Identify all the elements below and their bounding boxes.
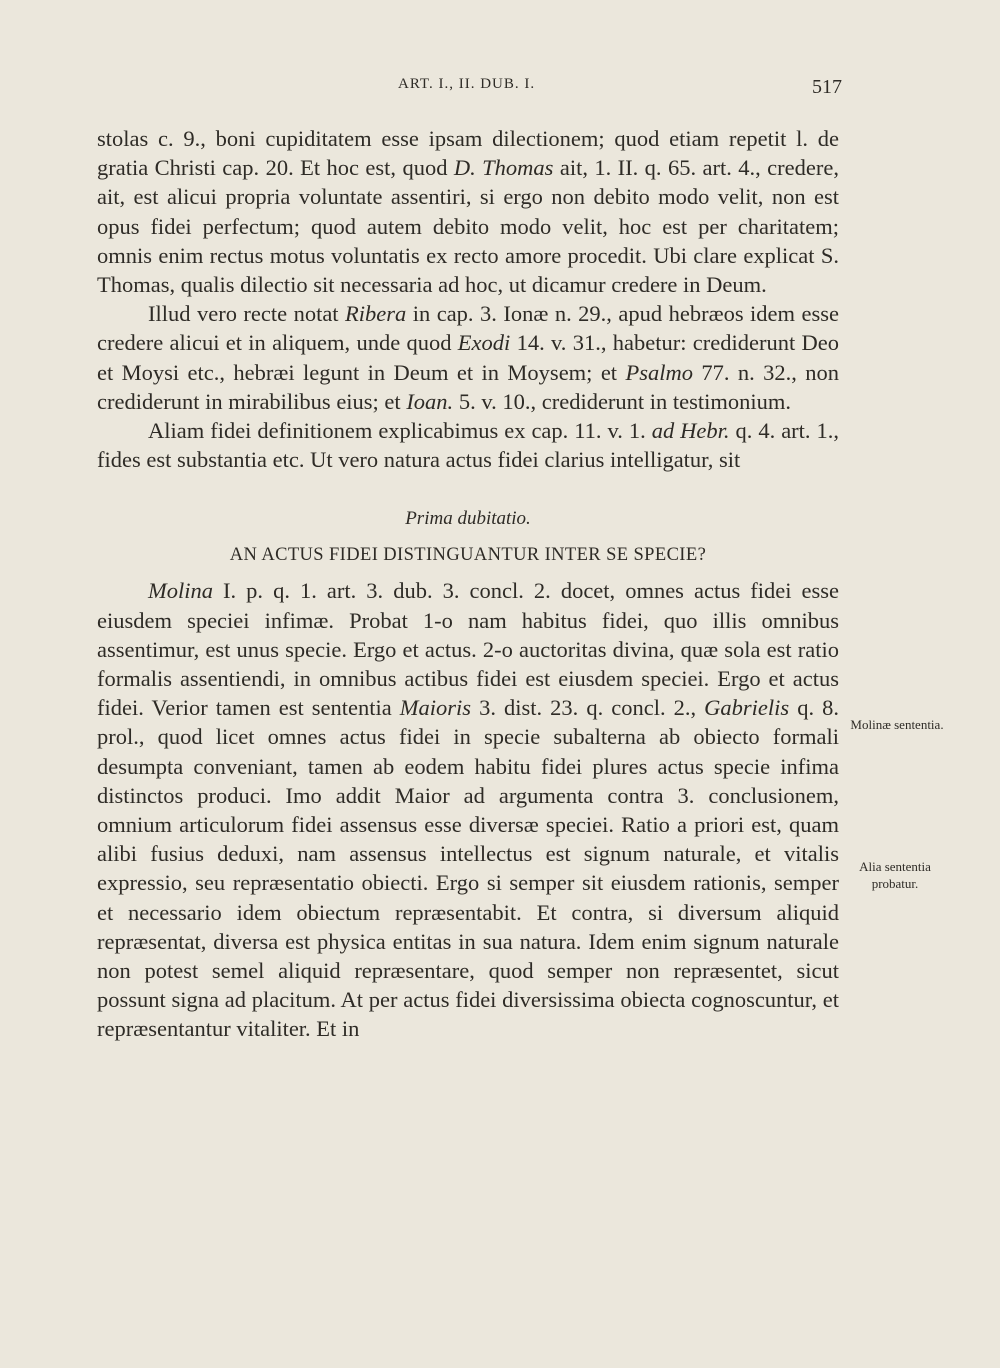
text-run: stolas c. 9., boni cupiditatem esse ipsam dilectionem; quod etiam repetit l. de gratia Christi cap. 20. Et hoc est, quod xyxy=(97,126,839,181)
text-run: 5. v. 10., crediderunt in testimonium. xyxy=(453,388,792,414)
italic-reference: Psalmo xyxy=(625,359,693,385)
text-run: I. p. q. 1. art. 3. dub. 3. concl. 2. docet, omnes actus fidei esse eiusdem speciei infimæ. Probat 1-o nam habitus fidei, quo illis omnibus assentimur, est unus specie. Ergo et actus. 2-o auctoritas divina, quæ sola est ratio formalis assentiendi, in omnibus actibus fidei est eiusdem speciei. Ergo et actus fidei. Verior tamen est sententia xyxy=(97,578,839,721)
text-run: ait, 1. II. q. 65. art. 4., credere, ait, est alicui propria voluntate assentiri, si ergo non debito modo velit, non est opus fidei perfectum; quod autem debito modo velit, hoc est per charitatem; omnis enim rectus motus voluntatis ex recto amore procedit. Ubi clare explicat S. Thomas, qualis dilectio sit necessaria ad hoc, ut dicamur credere in Deum. xyxy=(97,155,839,298)
text-run: 3. dist. 23. q. concl. 2., xyxy=(471,695,705,721)
section-heading-question: AN ACTUS FIDEI DISTINGUANTUR INTER SE SPECIE? xyxy=(229,545,707,566)
page-number: 517 xyxy=(812,76,842,98)
margin-note-alia-sententia: Alia sententia probatur. xyxy=(859,859,931,891)
section-heading-italic: Prima dubitatio. xyxy=(405,508,531,530)
paragraph-2 xyxy=(97,299,839,416)
italic-reference: Ioan. xyxy=(406,388,454,414)
italic-reference: D. Thomas xyxy=(453,155,554,181)
italic-reference: ad Hebr. xyxy=(651,418,730,444)
paragraph-1 xyxy=(97,124,839,299)
text-run: in cap. 3. Ionæ n. 29., apud hebræos idem esse credere alicui et in aliquem, unde quod xyxy=(97,301,839,356)
italic-reference: Exodi xyxy=(457,330,511,356)
text-run: q. 4. art. 1., fides est substantia etc. Ut vero natura actus fidei clarius intelligatur, sit xyxy=(97,418,840,473)
text-run: 77. n. 32., non crediderunt in mirabilibus eius; et xyxy=(97,359,840,414)
paragraph-3 xyxy=(97,416,839,474)
italic-reference: Maioris xyxy=(399,695,472,721)
paragraph-4 xyxy=(97,576,839,1043)
margin-note-molinae: Molinæ sententia. xyxy=(850,717,944,732)
running-head xyxy=(0,76,1000,100)
italic-reference: Molina xyxy=(148,578,213,604)
italic-reference: Ribera xyxy=(345,301,407,327)
text-run: q. 8. prol., quod licet omnes actus fidei in specie subalterna ab obiecto formali desumpta conveniant, tamen ab eodem habitu fidei plures actus specie infima distinctos produci. Imo addit Maior ad argumenta contra 3. conclusionem, omnium articulorum fidei assensus esse diversæ speciei. Ratio a priori est, quam alibi fusius deduxi, nam assensus intellectus est signum naturale, et vitalis expressio, seu repræsentatio obiecti. Ergo si semper sit eiusdem rationis, semper et necessario idem obiectum repræsentabit. Et contra, si diversum aliquid repræsentat, diversa est physica entitas in sua natura. Idem enim signum naturale non potest semel aliquid repræsentare, quod semper non repræsentet, sicut possunt signa ad placitum. At per actus fidei diversissima obiecta cognoscuntur, et repræsentantur vitaliter. Et in xyxy=(97,695,840,1042)
body-text xyxy=(97,124,839,1044)
text-run: Aliam fidei definitionem explicabimus ex cap. 11. v. 1. xyxy=(148,418,652,444)
italic-reference: Gabrielis xyxy=(704,695,790,721)
text-run: 14. v. 31., habetur: crediderunt Deo et Moysi etc., hebræi legunt in Deum et in Moysem; et xyxy=(97,330,839,385)
text-run: Illud vero recte notat xyxy=(148,301,346,327)
running-head-title: ART. I., II. DUB. I. xyxy=(398,76,536,92)
